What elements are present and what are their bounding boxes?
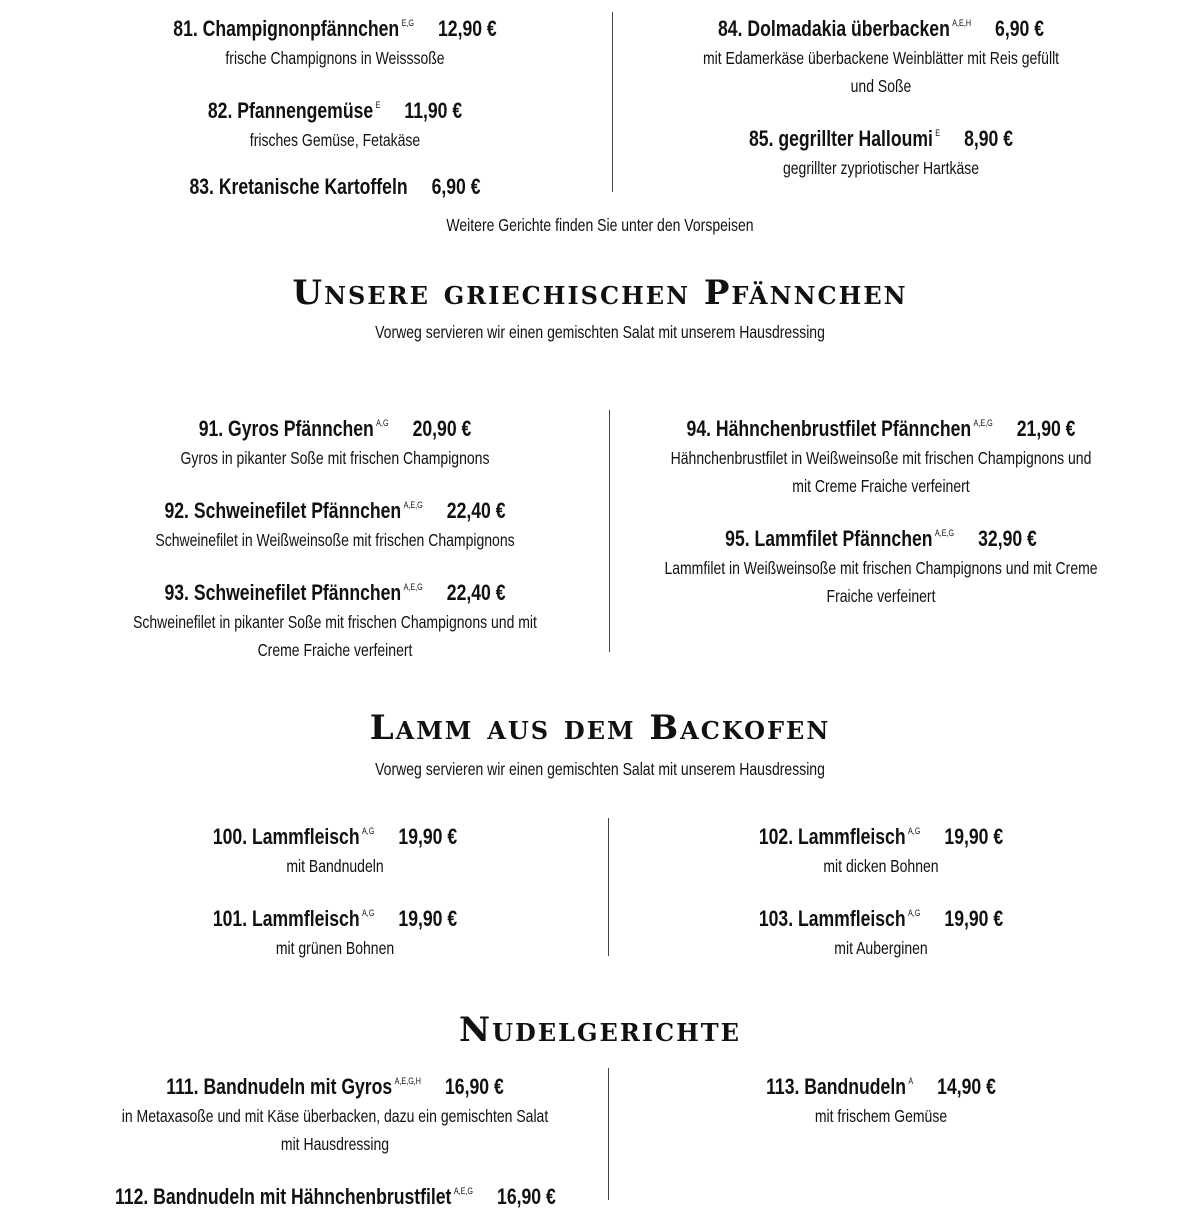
menu-item-allergens: A,G — [362, 826, 375, 836]
menu-item-description: Gyros in pikanter Soße mit frischen Champignons — [180, 448, 490, 468]
menu-item-allergens: A,E,G — [973, 418, 993, 428]
menu-item — [115, 408, 555, 472]
menu-item-price: 19,90 € — [944, 906, 1004, 931]
menu-column-right — [661, 408, 1101, 610]
menu-item-description: mit Bandnudeln — [286, 856, 384, 876]
menu-item-description: mit Auberginen — [834, 938, 928, 958]
menu-item-title: 100. Lammfleisch — [212, 824, 360, 849]
menu-item-allergens: E — [375, 100, 381, 110]
menu-item-heading — [661, 518, 1101, 554]
menu-item-price: 16,90 € — [445, 1074, 504, 1099]
menu-item-allergens: A — [908, 1076, 914, 1086]
menu-item-title: 81. Champignonpfännchen — [173, 16, 400, 41]
menu-item-allergens: A,E,G — [934, 528, 955, 538]
menu-item-price: 22,40 € — [446, 580, 506, 605]
menu-item — [115, 1066, 555, 1158]
menu-item-heading — [661, 1066, 1101, 1102]
menu-item-allergens: A,E,H — [952, 18, 972, 28]
menu-item-title: 112. Bandnudeln mit Hähnchenbrustfilet — [115, 1184, 452, 1209]
menu-item — [115, 172, 555, 202]
menu-item-allergens: E,G — [401, 18, 414, 28]
menu-item-description: Hähnchenbrustfilet in Weißweinsoße mit frischen Champignons und — [670, 448, 1092, 468]
menu-item-allergens: A,E,G,H — [394, 1076, 422, 1086]
menu-item — [115, 90, 555, 154]
menu-item-title: 101. Lammfleisch — [212, 906, 360, 931]
menu-item-allergens: A,G — [362, 908, 375, 918]
menu-item — [661, 816, 1101, 880]
menu-item-heading — [115, 1176, 555, 1212]
menu-item-description: mit dicken Bohnen — [823, 856, 939, 876]
menu-item-description: und Soße — [850, 76, 912, 96]
menu-item-description: frisches Gemüse, Fetakäse — [249, 130, 421, 150]
section-subtitle: Vorweg servieren wir einen gemischten Salat mit unserem Hausdressing — [375, 322, 825, 342]
menu-column-right — [661, 8, 1101, 182]
menu-item-heading — [115, 8, 555, 44]
column-divider — [608, 818, 609, 956]
menu-item-description: Lammfilet in Weißweinsoße mit frischen Champignons und mit Creme — [664, 558, 1098, 578]
menu-item-title: 85. gegrillter Halloumi — [748, 126, 933, 151]
menu-item — [661, 898, 1101, 962]
menu-column-left — [115, 1066, 555, 1212]
menu-item-allergens: A,G — [908, 908, 921, 918]
menu-item-price: 21,90 € — [1016, 416, 1076, 441]
menu-column-left — [115, 816, 555, 962]
menu-item-heading — [115, 572, 555, 608]
menu-item-title: 92. Schweinefilet Pfännchen — [164, 498, 402, 523]
menu-item — [115, 572, 555, 664]
menu-item-title: 91. Gyros Pfännchen — [198, 416, 374, 441]
menu-item-description: Fraiche verfeinert — [826, 586, 936, 606]
menu-item-price: 11,90 € — [404, 98, 463, 123]
menu-item — [661, 408, 1101, 500]
column-divider — [608, 1068, 609, 1200]
menu-item-heading — [115, 1066, 555, 1102]
menu-item — [661, 1066, 1101, 1130]
menu-item-description: mit Creme Fraiche verfeinert — [792, 476, 970, 496]
menu-item-title: 95. Lammfilet Pfännchen — [725, 526, 933, 551]
menu-item-heading — [115, 90, 555, 126]
menu-item-heading — [661, 898, 1101, 934]
section-heading: Lamm aus dem Backofen — [369, 708, 831, 748]
column-divider — [612, 12, 613, 192]
menu-item — [661, 518, 1101, 610]
menu-item-title: 84. Dolmadakia überbacken — [718, 16, 950, 41]
menu-item-description: Creme Fraiche verfeinert — [257, 640, 413, 660]
menu-item-allergens: A,E,G — [403, 500, 423, 510]
menu-item — [661, 118, 1101, 182]
menu-item-heading — [115, 408, 555, 444]
menu-item-heading — [115, 816, 555, 852]
menu-item-price: 12,90 € — [437, 16, 497, 41]
menu-item-description: Schweinefilet in Weißweinsoße mit frischen Champignons — [155, 530, 515, 550]
section-heading: Unsere griechischen Pfännchen — [292, 273, 908, 313]
menu-item-title: 82. Pfannengemüse — [207, 98, 374, 123]
menu-item — [115, 1176, 555, 1212]
menu-item-title: 113. Bandnudeln — [766, 1074, 906, 1099]
section-heading: Nudelgerichte — [459, 1010, 741, 1050]
menu-item — [661, 8, 1101, 100]
menu-item-description: mit Hausdressing — [280, 1134, 390, 1154]
menu-column-right — [661, 1066, 1101, 1130]
menu-item-allergens: A,G — [376, 418, 389, 428]
menu-item-description: frische Champignons in Weisssoße — [225, 48, 445, 68]
section-subtitle: Vorweg servieren wir einen gemischten Salat mit unserem Hausdressing — [375, 759, 825, 779]
menu-item-heading — [661, 816, 1101, 852]
menu-item-heading — [661, 8, 1101, 44]
menu-item-description: mit frischem Gemüse — [814, 1106, 948, 1126]
menu-item-price: 19,90 € — [398, 824, 458, 849]
menu-item-heading — [661, 408, 1101, 444]
menu-item-title: 94. Hähnchenbrustfilet Pfännchen — [686, 416, 972, 441]
menu-column-left — [115, 8, 555, 202]
menu-item-title: 93. Schweinefilet Pfännchen — [164, 580, 402, 605]
menu-item-price: 22,40 € — [446, 498, 506, 523]
menu-item — [115, 490, 555, 554]
column-divider — [609, 410, 610, 652]
menu-column-right — [661, 816, 1101, 962]
menu-item — [115, 898, 555, 962]
menu-item-price: 20,90 € — [412, 416, 472, 441]
menu-item-title: 102. Lammfleisch — [758, 824, 906, 849]
section-note: Weitere Gerichte finden Sie unter den Vorspeisen — [446, 215, 754, 235]
menu-item-description: Schweinefilet in pikanter Soße mit frischen Champignons und mit — [133, 612, 537, 632]
menu-item-price: 6,90 € — [995, 16, 1044, 41]
menu-item-price: 8,90 € — [964, 126, 1014, 151]
menu-item-heading — [115, 172, 555, 202]
menu-item-heading — [661, 118, 1101, 154]
menu-item-price: 16,90 € — [497, 1184, 556, 1209]
menu-column-left — [115, 408, 555, 664]
menu-item-description: gegrillter zypriotischer Hartkäse — [782, 158, 980, 178]
menu-item-allergens: A,G — [908, 826, 921, 836]
menu-item-allergens: A,E,G — [403, 582, 423, 592]
menu-item-description: mit Edamerkäse überbackene Weinblätter mit Reis gefüllt — [702, 48, 1060, 68]
menu-item-description: mit grünen Bohnen — [275, 938, 395, 958]
menu-item-description: in Metaxasoße und mit Käse überbacken, dazu ein gemischten Salat — [121, 1106, 549, 1126]
menu-item-heading — [115, 490, 555, 526]
menu-item-price: 19,90 € — [398, 906, 458, 931]
menu-item-price: 6,90 € — [431, 174, 481, 199]
menu-item — [115, 816, 555, 880]
menu-item-title: 111. Bandnudeln mit Gyros — [166, 1074, 393, 1099]
menu-item-price: 32,90 € — [978, 526, 1037, 551]
menu-item-allergens: E — [935, 128, 941, 138]
menu-item-price: 14,90 € — [937, 1074, 996, 1099]
menu-item — [115, 8, 555, 72]
menu-item-allergens: A,E,G — [453, 1186, 474, 1196]
menu-item-title: 103. Lammfleisch — [758, 906, 906, 931]
menu-item-price: 19,90 € — [944, 824, 1004, 849]
menu-item-title: 83. Kretanische Kartoffeln — [189, 174, 408, 199]
menu-item-heading — [115, 898, 555, 934]
